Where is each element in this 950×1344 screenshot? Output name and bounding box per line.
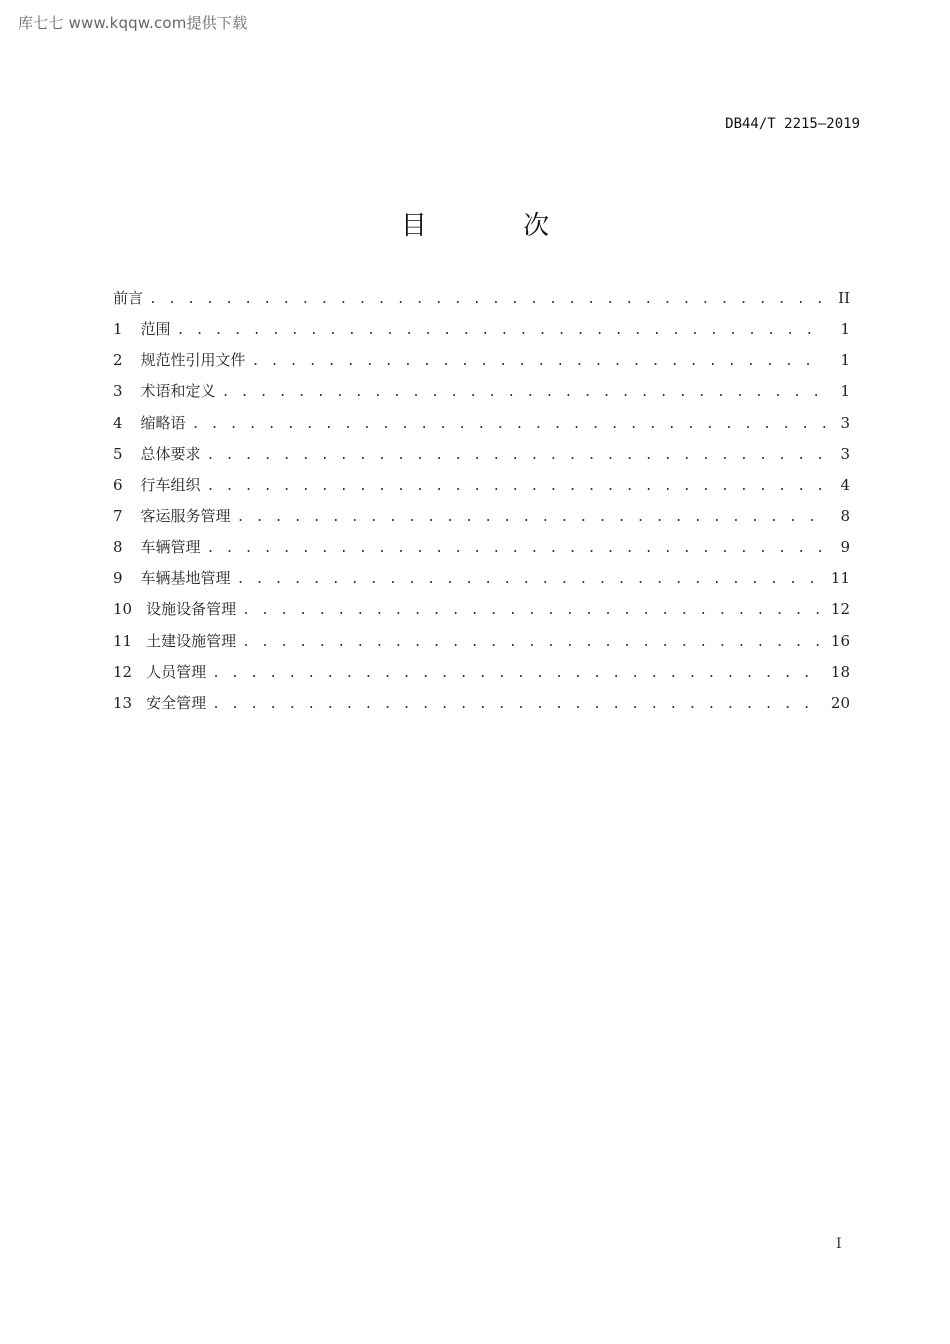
toc-entry-label: 安全管理 [146,693,207,712]
toc-dot-leader [212,694,825,716]
toc-entry-label: 设施设备管理 [146,600,237,619]
toc-entry[interactable] [113,505,850,536]
toc-entry[interactable] [113,536,850,567]
toc-entry-page: 18 [830,662,850,681]
toc-entry-label: 车辆基地管理 [140,569,231,588]
toc-entry[interactable] [113,630,850,661]
toc-entry[interactable] [113,349,850,380]
toc-entry-label: 术语和定义 [140,382,216,401]
toc-entry-label: 总体要求 [140,444,201,463]
toc-entry-number: 3 [113,382,123,401]
toc-dot-leader [237,507,826,529]
toc-entry-page: 3 [840,444,850,463]
toc-dot-leader [222,382,826,404]
toc-entry-number: 12 [113,662,133,681]
toc-dot-leader [207,476,826,498]
toc-entry[interactable] [113,692,850,723]
toc-entry[interactable] [113,412,850,443]
watermark-text: 库七七 www.kqqw.com提供下载 [18,14,248,32]
toc-dot-leader [177,320,826,342]
toc-entry-label: 缩略语 [140,413,186,432]
toc-entry-number: 10 [113,600,133,619]
toc-entry-label: 人员管理 [146,662,207,681]
toc-entry-label: 车辆管理 [140,538,201,557]
toc-entry-number: 6 [113,475,123,494]
toc-entry-label: 范围 [140,320,171,339]
toc-entry-number: 11 [113,631,133,650]
toc-entry-page: 3 [840,413,850,432]
toc-dot-leader [242,600,825,622]
toc-entry[interactable] [113,318,850,349]
toc-entry-number: 5 [113,444,123,463]
toc-dot-leader [252,351,826,373]
toc-entry-number: 7 [113,506,123,525]
toc-entry-label: 土建设施管理 [146,631,237,650]
toc-entry-label: 规范性引用文件 [140,351,246,370]
toc-entry-page: 16 [830,631,850,650]
toc-entry-label: 行车组织 [140,475,201,494]
toc-dot-leader [237,569,825,591]
toc-entry[interactable] [113,443,850,474]
toc-entry-number: 13 [113,693,133,712]
toc-entry[interactable] [113,287,850,318]
toc-entry-page: 20 [830,693,850,712]
toc-entry[interactable] [113,567,850,598]
toc-dot-leader [192,414,826,436]
toc-entry-number: 8 [113,538,123,557]
toc-entry-label: 客运服务管理 [140,506,231,525]
toc-entry-page: 1 [840,351,850,370]
toc-entry-number: 9 [113,569,123,588]
document-number: DB44/T 2215—2019 [725,116,860,132]
toc-dot-leader [242,632,825,654]
toc-entry-page: 8 [840,506,850,525]
toc-entry-label: 前言 [113,289,144,307]
toc-entry-page: 1 [840,382,850,401]
toc-entry-number: 1 [113,320,123,339]
toc-entry-number: 4 [113,413,123,432]
toc-entry[interactable] [113,598,850,629]
page-number: I [836,1236,842,1252]
toc-entry[interactable] [113,380,850,411]
toc-dot-leader [207,538,826,560]
toc-entry-page: 11 [830,569,850,588]
toc-entry-page: II [838,289,850,307]
page-title: 目 次 [400,211,594,241]
toc-entry[interactable] [113,661,850,692]
toc-entry-page: 12 [830,600,850,619]
toc-entry-number: 2 [113,351,123,370]
toc-entry[interactable] [113,474,850,505]
toc-dot-leader [149,289,826,311]
toc-dot-leader [212,663,825,685]
toc-entry-page: 4 [840,475,850,494]
toc-entry-page: 9 [840,538,850,557]
toc-dot-leader [207,445,826,467]
table-of-contents [113,287,850,723]
toc-entry-page: 1 [840,320,850,339]
